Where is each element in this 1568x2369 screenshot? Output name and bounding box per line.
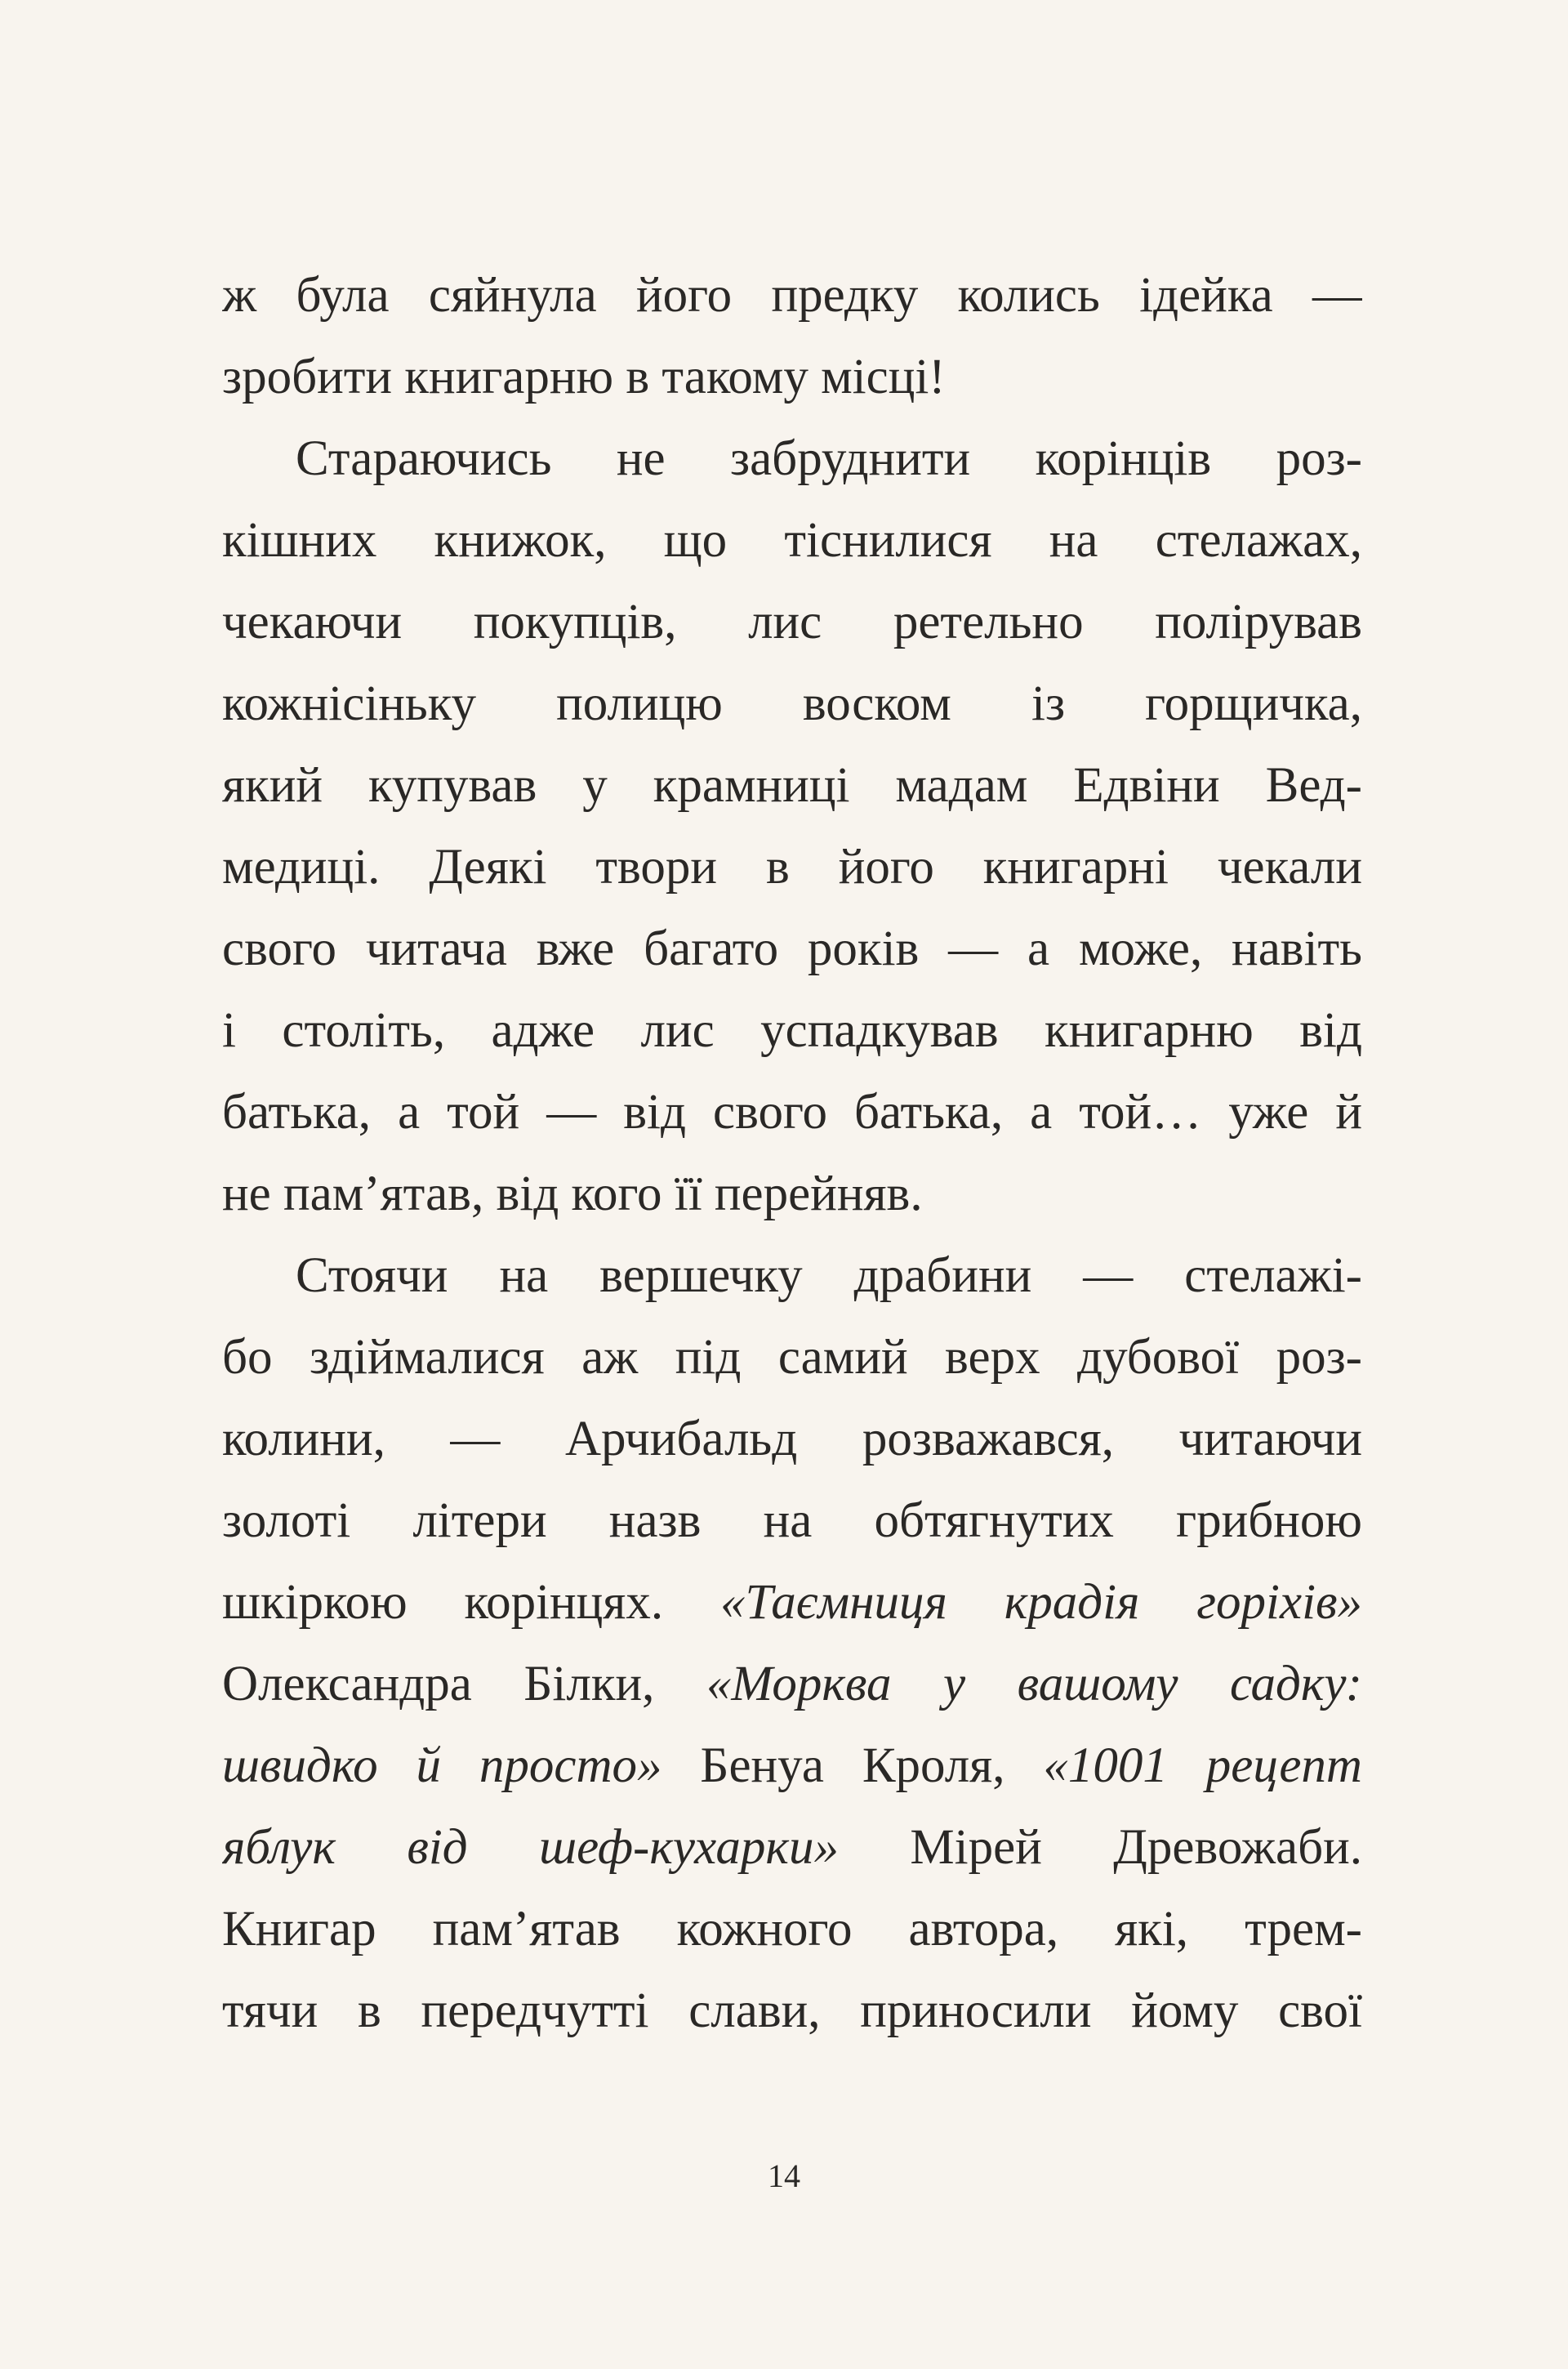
text-line: тячи в передчутті слави, приносили йому свої	[222, 1983, 1362, 2038]
text-line: Стоячи на вершечку драбини — стелажі-	[296, 1248, 1362, 1303]
text-line: свого читача вже багато років — а може, навіть	[222, 921, 1362, 976]
text-line: батька, а той — від свого батька, а той… уже й	[222, 1085, 1362, 1140]
book-title: яблук від шеф-кухарки»	[222, 1820, 839, 1875]
book-title: швидко й просто»	[222, 1738, 662, 1793]
text-line: золоті літери назв на обтягнутих грибною	[222, 1493, 1362, 1548]
text-run: Олександра Білки,	[222, 1657, 706, 1711]
text-line: бо здіймалися аж під самий верх дубової роз-	[222, 1330, 1362, 1385]
text-line: який купував у крамниці мадам Едвіни Вед-	[222, 758, 1362, 813]
text-line: Стараючись не забруднити корінців роз-	[296, 431, 1362, 486]
text-line: ж була сяйнула його предку колись ідейка —	[222, 268, 1362, 323]
text-line	[222, 1807, 1362, 1889]
text-line: чекаючи покупців, лис ретельно полірував	[222, 595, 1362, 649]
text-line: кожнісіньку полицю воском із горщичка,	[222, 676, 1362, 731]
book-title: «Морква у вашому садку:	[706, 1657, 1362, 1711]
text-run: Бенуа Кроля,	[662, 1738, 1044, 1793]
text-line	[222, 1644, 1362, 1725]
text-line: Книгар пам’ятав кожного автора, які, трем-	[222, 1902, 1362, 1956]
body-text	[222, 255, 1362, 2052]
text-line	[222, 1725, 1362, 1807]
text-line: не пам’ятав, від кого її перейняв.	[222, 1167, 923, 1221]
text-line: і століть, адже лис успадкував книгарню від	[222, 1003, 1362, 1058]
text-run: Мірей Древожаби.	[838, 1820, 1362, 1875]
text-line: кішних книжок, що тіснилися на стелажах,	[222, 513, 1362, 568]
text-line: медиці. Деякі твори в його книгарні чекали	[222, 840, 1362, 895]
page-number: 14	[768, 2157, 800, 2194]
text-line: зробити книгарню в такому місці!	[222, 350, 946, 404]
book-title: «Таємниця крадія горіхів»	[719, 1575, 1362, 1630]
book-title: «1001 рецепт	[1043, 1738, 1362, 1793]
text-run: шкіркою корінцях.	[222, 1575, 720, 1630]
text-line	[222, 1562, 1362, 1644]
text-line: колини, — Арчибальд розважався, читаючи	[222, 1412, 1362, 1466]
